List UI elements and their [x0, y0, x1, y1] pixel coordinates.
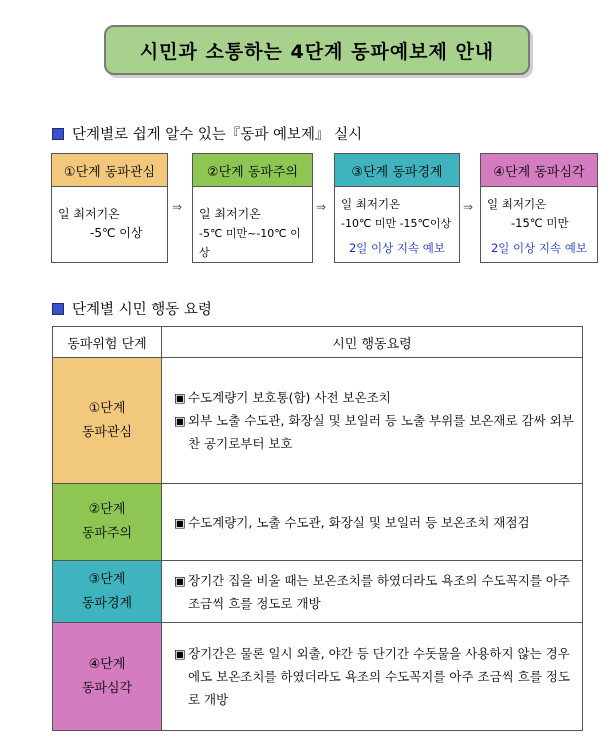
action-cell: [162, 623, 583, 731]
table-row: [53, 358, 583, 484]
stage-name: 동파심각: [81, 680, 133, 696]
stage-3-note: 2일 이상 지속 예보: [348, 241, 446, 255]
stage-3-header: ③단계 동파경계: [335, 154, 459, 187]
checkbox-bullet-icon: ▣: [174, 572, 186, 588]
stage-3-line1: 일 최저기온: [341, 197, 401, 211]
stage-number: ②단계: [88, 502, 126, 517]
action-table: [52, 326, 583, 731]
action-cell: [162, 561, 583, 623]
stage-box-4: [480, 153, 598, 263]
action-item: 외부 노출 수도관, 화장실 및 보일러 등 노출 부위를 보온재로 감싸 외부 찬 공기로부터 보호: [188, 413, 574, 451]
stage-number: ④단계: [88, 656, 126, 672]
col-header-stage: 동파위험 단계: [53, 327, 162, 358]
action-item: 장기간은 물론 일시 외출, 야간 등 단기간 수돗물을 사용하지 않는 경우에도 보온조치를 하였더라도 욕조의 수도꼭지를 아주 조금씩 흐를 정도로 개방: [188, 646, 570, 707]
stage-number: ①단계: [88, 400, 126, 416]
stage-cell: [53, 623, 162, 731]
checkbox-bullet-icon: ▣: [174, 390, 186, 405]
section1-heading-text: 단계별로 쉽게 알수 있는『동파 예보제』 실시: [72, 127, 363, 143]
stage-cell: [53, 561, 162, 623]
arrow-icon: ⇒: [172, 200, 183, 214]
stage-4-line1: 일 최저기온: [487, 197, 547, 211]
section2-heading: [52, 298, 212, 319]
action-item: 수도계량기 보호통(함) 사전 보온조치: [188, 390, 391, 405]
stage-2-header: ②단계 동파주의: [193, 154, 312, 187]
stage-box-2: [192, 153, 313, 263]
checkbox-bullet-icon: ▣: [174, 646, 186, 661]
table-row: [53, 561, 583, 623]
stage-2-line2: -5℃ 미만~-10℃ 이상: [199, 227, 301, 259]
table-row: [53, 623, 583, 731]
stage-4-line2: -15℃ 미만: [511, 216, 569, 230]
stage-1-header: ①단계 동파관심: [52, 154, 167, 187]
section2-heading-text: 단계별 시민 행동 요령: [72, 302, 212, 318]
action-item: 수도계량기, 노출 수도관, 화장실 및 보일러 등 보온조치 재점검: [188, 514, 530, 530]
col-header-action: 시민 행동요령: [162, 327, 583, 358]
action-item: 장기간 집을 비울 때는 보온조치를 하였더라도 욕조의 수도꼭지를 아주 조금씩 흐를 정도로 개방: [188, 572, 570, 611]
action-cell: [162, 358, 583, 484]
arrow-icon: ⇒: [316, 200, 327, 214]
stage-4-header: ④단계 동파심각: [481, 154, 597, 187]
stage-3-line2: -10℃ 미만 -15℃이상: [341, 217, 452, 230]
stage-name: 동파관심: [81, 424, 133, 440]
stage-cell: [53, 484, 162, 561]
stage-1-line2: -5℃ 이상: [90, 226, 143, 240]
stage-name: 동파경계: [81, 595, 133, 611]
stage-box-3: [334, 153, 460, 263]
table-row: [53, 484, 583, 561]
square-bullet-icon: [52, 128, 64, 140]
square-bullet-icon: [52, 303, 64, 315]
checkbox-bullet-icon: ▣: [174, 514, 186, 530]
stage-box-1: [51, 153, 168, 263]
stage-2-line1: 일 최저기온: [199, 207, 261, 221]
action-cell: [162, 484, 583, 561]
page-title: 시민과 소통하는 4단계 동파예보제 안내: [104, 25, 530, 75]
stage-number: ③단계: [88, 571, 126, 587]
arrow-icon: ⇒: [463, 200, 474, 214]
stage-4-note: 2일 이상 지속 예보: [490, 241, 588, 255]
section1-heading: [52, 123, 362, 144]
stage-1-line1: 일 최저기온: [58, 207, 120, 221]
stage-name: 동파주의: [81, 526, 133, 541]
stage-cell: [53, 358, 162, 484]
checkbox-bullet-icon: ▣: [174, 413, 186, 428]
